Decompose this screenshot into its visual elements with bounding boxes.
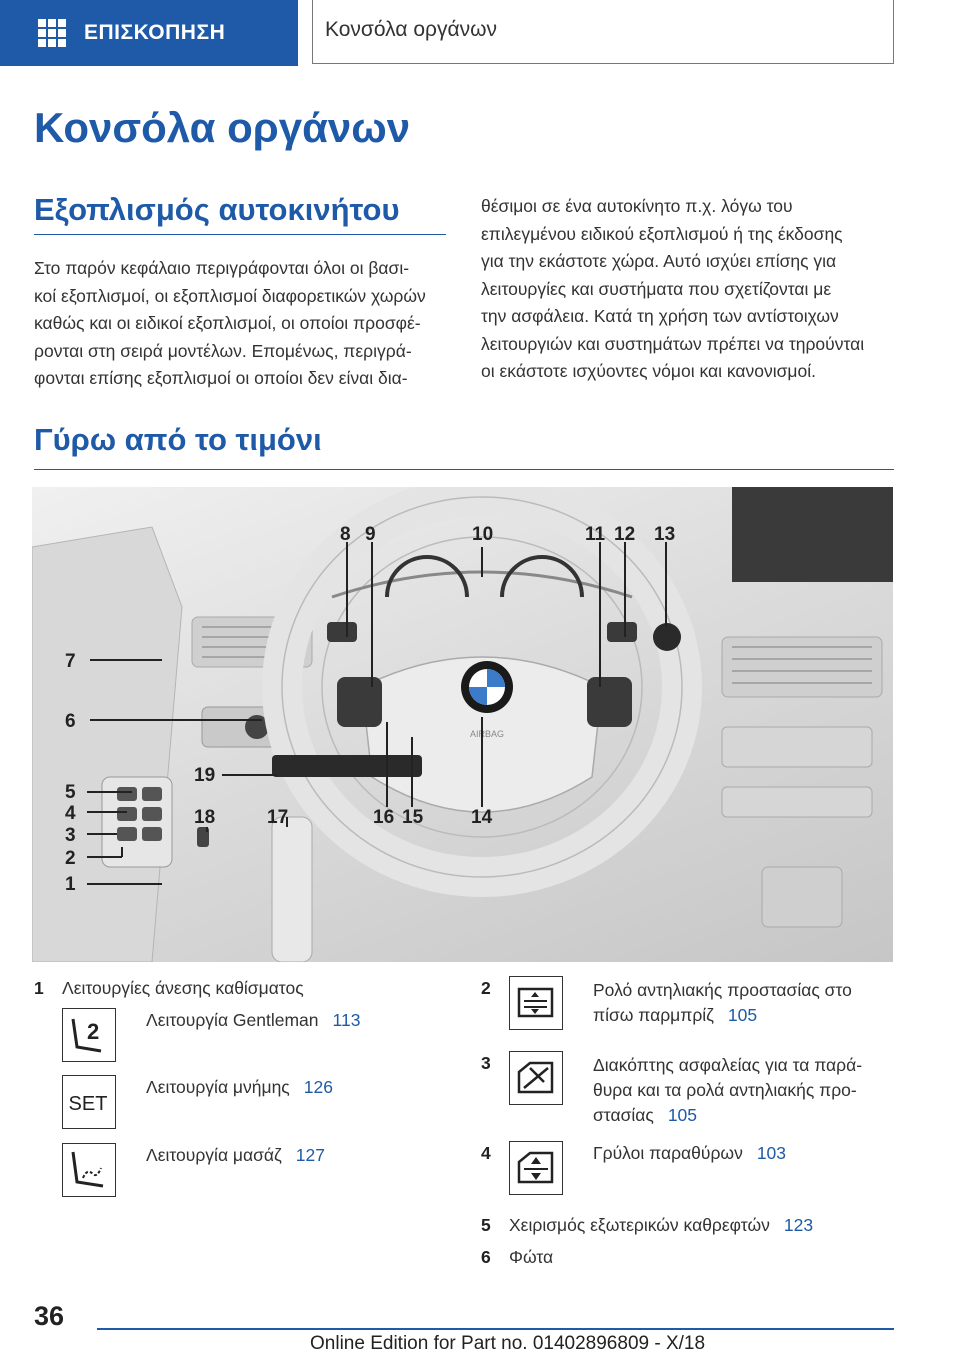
cockpit-drawing bbox=[32, 487, 893, 962]
callout-13: 13 bbox=[654, 524, 676, 545]
callout-4: 4 bbox=[65, 803, 76, 824]
list-sub-item bbox=[146, 1145, 325, 1166]
seat-memory-2-icon bbox=[62, 1008, 116, 1062]
callout-6: 6 bbox=[65, 711, 76, 732]
paragraph-line: φονται επίσης εξοπλισμοί οι οποίοι δεν είναι δια- bbox=[34, 368, 408, 388]
callout-15: 15 bbox=[402, 807, 424, 828]
set-icon-label: SET bbox=[68, 1093, 108, 1115]
list-number: 2 bbox=[481, 978, 491, 998]
paragraph-line: ρονται στη σειρά μοντέλων. Επομένως, περιγρά- bbox=[34, 340, 412, 361]
paragraph-line: λειτουργίες και συστήματα που σχετίζονται με bbox=[481, 278, 832, 299]
page-reference-link[interactable]: 127 bbox=[295, 1145, 325, 1165]
page-reference-link[interactable]: 113 bbox=[332, 1010, 361, 1030]
callout-1: 1 bbox=[65, 874, 76, 895]
page-number: 36 bbox=[34, 1301, 65, 1331]
callout-18: 18 bbox=[194, 807, 216, 828]
list-sub-item-text: Λειτουργία Gentleman bbox=[146, 1010, 319, 1030]
callout-10: 10 bbox=[472, 524, 494, 545]
list-number: 4 bbox=[481, 1143, 491, 1163]
callout-19: 19 bbox=[194, 765, 216, 786]
callout-3: 3 bbox=[65, 825, 76, 846]
paragraph-line: καθώς και οι ειδικοί εξοπλισμοί, οι οποίοι προσφέ- bbox=[34, 313, 421, 333]
list-sub-item-text: Λειτουργία μνήμης bbox=[146, 1077, 290, 1097]
callout-16: 16 bbox=[373, 807, 395, 828]
list-line: Γρύλοι παραθύρων bbox=[593, 1143, 743, 1163]
paragraph-line: για την εκάστοτε χώρα. Αυτό ισχύει επίσης για bbox=[481, 251, 837, 271]
list-item-text bbox=[593, 978, 852, 1028]
paragraph-line: λειτουργιών και συστημάτων πρέπει να τηρούνται bbox=[481, 333, 865, 354]
grid-menu-icon bbox=[38, 19, 66, 47]
paragraph-line: επιλεγμένου ειδικού εξοπλισμού ή της έκδοσης bbox=[481, 223, 843, 244]
list-sub-item-text: Λειτουργία μασάζ bbox=[146, 1145, 282, 1165]
svg-text:2: 2 bbox=[87, 1019, 100, 1044]
list-line: στασίας bbox=[593, 1105, 654, 1125]
list-line: Χειρισμός εξωτερικών καθρεφτών bbox=[509, 1215, 770, 1235]
list-sub-item bbox=[146, 1010, 360, 1031]
section-rule bbox=[34, 234, 446, 235]
page-reference-link[interactable]: 123 bbox=[783, 1215, 814, 1235]
rear-sunblind-icon bbox=[509, 976, 563, 1030]
window-safety-switch-icon bbox=[509, 1051, 563, 1105]
list-number: 6 bbox=[481, 1247, 491, 1267]
seat-massage-icon bbox=[62, 1143, 116, 1197]
list-line: θυρα και τα ρολά αντηλιακής προ- bbox=[593, 1080, 857, 1100]
section-title-steering-wheel: Γύρω από το τιμόνι bbox=[34, 422, 322, 457]
window-lifter-icon bbox=[509, 1141, 563, 1195]
page-title: Κονσόλα οργάνων bbox=[34, 104, 411, 151]
callout-14: 14 bbox=[471, 807, 493, 828]
callout-12: 12 bbox=[614, 524, 636, 545]
list-line: Ρολό αντηλιακής προστασίας στο bbox=[593, 980, 852, 1000]
page-reference-link[interactable]: 126 bbox=[303, 1077, 333, 1097]
list-number: 5 bbox=[481, 1215, 491, 1235]
set-button-icon bbox=[62, 1075, 116, 1129]
paragraph-line: Στο παρόν κεφάλαιο περιγράφονται όλοι οι βασι- bbox=[34, 258, 410, 278]
list-line: πίσω παρμπρίζ bbox=[593, 1005, 714, 1025]
callout-11: 11 bbox=[585, 524, 606, 545]
overview-tab[interactable] bbox=[0, 0, 298, 66]
page-reference-link[interactable]: 103 bbox=[756, 1143, 787, 1163]
list-item-text: Λειτουργίες άνεσης καθίσματος bbox=[62, 978, 304, 998]
list-number: 3 bbox=[481, 1053, 491, 1073]
callout-7: 7 bbox=[65, 651, 76, 672]
breadcrumb: Κονσόλα οργάνων bbox=[312, 0, 894, 64]
page-reference-link[interactable]: 105 bbox=[727, 1005, 758, 1025]
callout-8: 8 bbox=[340, 524, 351, 545]
paragraph-right bbox=[481, 193, 901, 386]
paragraph-line: θέσιμοι σε ένα αυτοκίνητο π.χ. λόγω του bbox=[481, 196, 793, 216]
callout-2: 2 bbox=[65, 848, 76, 869]
airbag-label: AIRBAG bbox=[469, 729, 505, 739]
paragraph-line: κοί εξοπλισμοί, οι εξοπλισμοί διαφορετικών χωρών bbox=[34, 285, 426, 306]
paragraph-line: την ασφάλεια. Κατά τη χρήση των αντίστοιχων bbox=[481, 306, 839, 326]
top-bar bbox=[0, 0, 960, 66]
footer-edition: Online Edition for Part no. 01402896809 - X/18 bbox=[310, 1333, 706, 1354]
section-rule bbox=[34, 469, 894, 470]
footer-rule bbox=[97, 1328, 894, 1330]
paragraph-line: οι εκάστοτε ισχύοντες νόμοι και κανονισμοί. bbox=[481, 361, 816, 381]
list-item-text bbox=[509, 1215, 813, 1236]
list-item-text: Φώτα bbox=[509, 1247, 554, 1267]
page-reference-link[interactable]: 105 bbox=[667, 1105, 698, 1125]
list-sub-item bbox=[146, 1077, 333, 1098]
callout-5: 5 bbox=[65, 782, 76, 803]
callout-9: 9 bbox=[365, 524, 376, 545]
cockpit-illustration bbox=[32, 487, 893, 962]
list-line: Διακόπτης ασφαλείας για τα παρά- bbox=[593, 1055, 863, 1075]
paragraph-left bbox=[34, 255, 454, 393]
section-title-equipment: Εξοπλισμός αυτοκινήτου bbox=[34, 192, 400, 227]
callout-17: 17 bbox=[267, 807, 289, 828]
list-item-text bbox=[593, 1143, 786, 1164]
list-item-text bbox=[593, 1053, 862, 1128]
list-number: 1 bbox=[34, 978, 44, 998]
overview-tab-label: ΕΠΙΣΚΟΠΗΣΗ bbox=[84, 21, 226, 44]
